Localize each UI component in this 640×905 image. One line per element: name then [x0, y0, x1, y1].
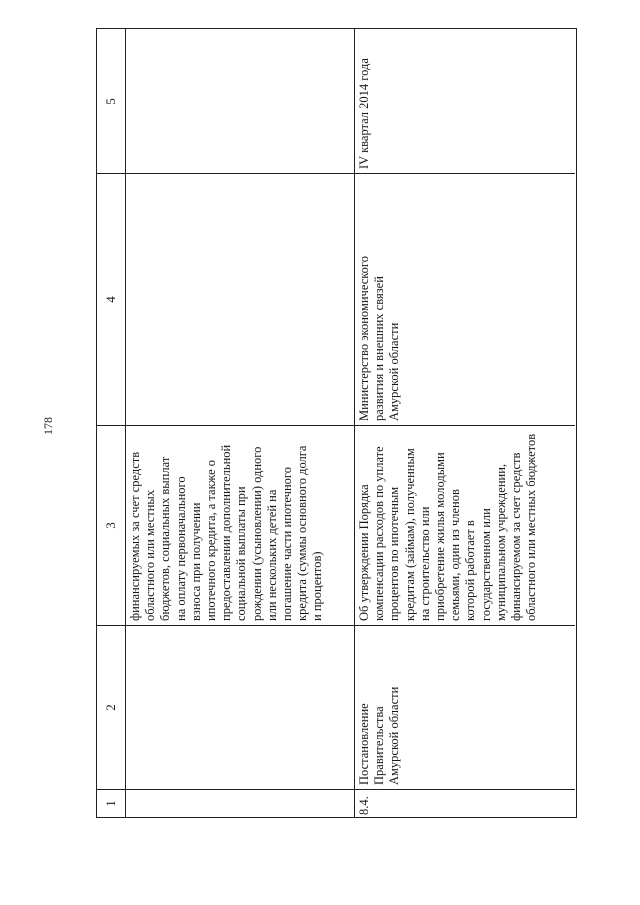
document-type-cell: Постановление Правительства Амурской области	[354, 626, 575, 790]
row-number-cell: 8.4.	[357, 796, 371, 815]
table	[96, 28, 577, 818]
header-cell-2: 2	[97, 626, 125, 790]
deadline-cell: IV квартал 2014 года	[354, 30, 575, 174]
header-cell-3: 3	[97, 426, 125, 626]
row-number-cell	[125, 790, 354, 817]
document-title-cell: финансируемых за счет средств областного или местных бюджетов, социальных выплат на оплату первоначального взноса при получении ипотечного кредита, а также о предоставлении дополнительной социальной выплаты при рождении (усыновлении) одного или нескольких детей на погашение части ипотечного кредита (суммы основного долга и процентов)	[125, 426, 354, 626]
executor-cell: Министерство экономического развития и внешних связей Амурской области	[354, 174, 575, 426]
header-cell-1: 1	[103, 800, 119, 807]
table-row	[354, 29, 575, 817]
document-title-cell: Об утверждении Порядка компенсации расходов по уплате процентов по ипотечным кредитам (займам), полученным на строительство или приобретение жилья молодыми семьями, один из членов которой работает в государственном или муниципальном учреждении, финансируемом за счет средств областного или местных бюджетов	[354, 426, 575, 626]
deadline-cell	[125, 30, 354, 174]
document-type-cell	[125, 626, 354, 790]
header-cell-4: 4	[97, 174, 125, 426]
header-cell-5: 5	[97, 30, 125, 174]
table-header-row	[97, 29, 126, 817]
executor-cell	[125, 174, 354, 426]
rotated-table-frame	[96, 28, 577, 818]
page-number: 178	[41, 417, 55, 435]
table-row	[125, 29, 355, 817]
